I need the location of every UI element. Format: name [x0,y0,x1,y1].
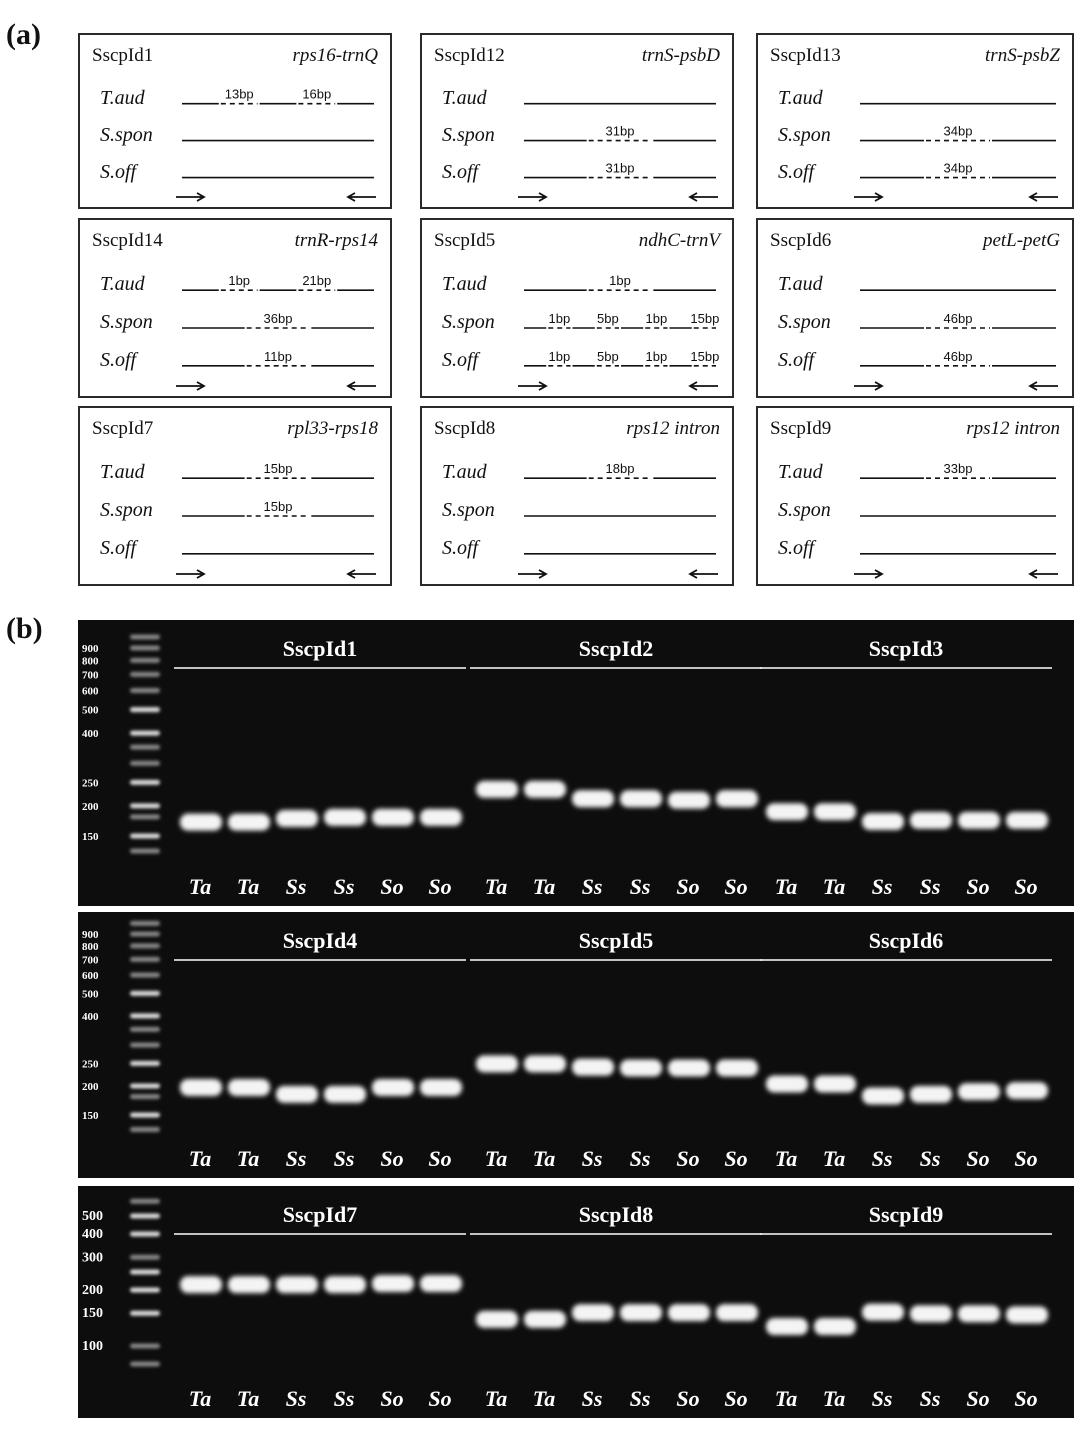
reverse-primer-arrow [1030,193,1058,201]
ladder-band [130,1255,160,1260]
indel-size-label: 15bp [690,348,720,364]
marker-id: SscpId8 [434,418,496,439]
indel-size-label: 34bp [943,123,973,139]
region-name: trnS-psbD [641,45,720,66]
lane-label: Ta [822,874,846,899]
indel-size-label: 21bp [302,273,332,289]
lane-label: Ss [333,1146,355,1171]
ladder-size-label: 250 [82,1058,99,1071]
reverse-primer-arrow [1030,570,1058,578]
ladder-size-label: 500 [82,704,99,717]
pcr-band [620,1304,662,1321]
species-label: S.spon [442,499,495,521]
lane-label: Ss [871,1386,893,1411]
pcr-band [716,1060,758,1077]
pcr-band [372,1079,414,1096]
pcr-band [572,790,614,807]
indel-lines [80,35,394,211]
indel-size-label: 16bp [302,86,332,102]
pcr-band [228,1276,270,1293]
lane-label: Ss [871,1146,893,1171]
gel-image-1 [78,620,1074,906]
indel-size-label: 15bp [263,499,293,514]
ladder-band [130,849,160,854]
indel-box-sscpid14 [78,218,392,398]
region-name: rps12 intron [966,418,1060,439]
pcr-band [620,1060,662,1077]
species-label: S.spon [778,123,831,146]
ladder-band [130,1269,160,1274]
indel-size-label: 34bp [943,160,973,176]
species-label: T.aud [778,461,823,484]
lane-label: Ta [484,874,508,899]
pcr-band [524,1055,566,1072]
pcr-band [862,1087,904,1104]
indel-size-label: 1bp [645,348,668,364]
species-label: S.spon [100,499,153,521]
species-label: T.aud [442,273,487,296]
pcr-band [668,792,710,809]
species-label: T.aud [778,273,823,296]
pcr-band [910,1305,952,1322]
lane-label: So [676,1386,700,1411]
indel-size-label: 11bp [264,348,292,364]
indel-size-label: 33bp [943,461,973,477]
pcr-band [910,1086,952,1103]
gel-group-title: SscpId3 [868,636,944,661]
reverse-primer-arrow [690,570,718,578]
ladder-band [130,1094,160,1099]
pcr-band [180,1276,222,1293]
ladder-band [130,780,160,785]
pcr-band [668,1060,710,1077]
species-label: S.off [778,348,815,371]
pcr-band [524,1311,566,1328]
marker-id: SscpId12 [434,45,505,66]
ladder-size-label: 400 [82,1227,103,1243]
lane-label: So [380,1146,404,1171]
species-label: S.spon [100,311,153,333]
indel-size-label: 1bp [228,273,251,289]
indel-size-label: 1bp [548,348,571,364]
indel-box-sscpid8 [420,406,734,586]
region-name: petL-petG [982,230,1060,251]
lane-label: So [966,1386,990,1411]
pcr-band [766,1075,808,1092]
ladder-band [130,972,160,977]
ladder-size-label: 700 [82,669,99,682]
pcr-band [180,1079,222,1096]
ladder-band [130,1083,160,1088]
ladder-band [130,1344,160,1349]
ladder-band [130,707,160,712]
lane-label: Ss [629,1146,651,1171]
pcr-band [910,812,952,829]
pcr-band [420,1275,462,1292]
indel-box-sscpid5 [420,218,734,398]
region-name: rps12 intron [626,418,720,439]
ladder-band [130,1214,160,1219]
lane-label: Ss [919,874,941,899]
region-name: trnR-rps14 [294,230,378,251]
ladder-size-label: 700 [82,954,99,967]
ladder-size-label: 300 [82,1250,103,1266]
gel-group-title: SscpId1 [282,636,358,661]
ladder-band [130,1013,160,1018]
ladder-band [130,688,160,693]
pcr-band [572,1304,614,1321]
ladder-size-label: 150 [82,831,99,843]
species-label: S.spon [442,123,495,146]
region-name: ndhC-trnV [638,230,720,251]
ladder-band [130,834,160,839]
species-label: S.off [778,160,815,183]
forward-primer-arrow [854,382,882,390]
reverse-primer-arrow [690,382,718,390]
lane-label: Ss [629,874,651,899]
reverse-primer-arrow [348,193,376,201]
reverse-primer-arrow [1030,382,1058,390]
marker-id: SscpId9 [770,418,832,439]
indel-box-sscpid1 [78,33,392,209]
pcr-band [766,1318,808,1335]
lane-label: Ss [919,1146,941,1171]
ladder-band [130,921,160,926]
species-label: T.aud [100,86,145,109]
pcr-band [814,803,856,820]
indel-size-label: 15bp [690,311,720,326]
species-label: S.spon [778,499,831,521]
species-label: S.off [100,348,137,371]
lane-label: Ss [581,874,603,899]
pcr-band [814,1075,856,1092]
reverse-primer-arrow [690,193,718,201]
ladder-band [130,761,160,766]
gel-group-title: SscpId7 [282,1202,358,1227]
lane-label: So [1014,1386,1038,1411]
lane-label: Ta [484,1386,508,1411]
lane-label: So [724,1386,748,1411]
lane-label: So [966,1146,990,1171]
species-label: T.aud [100,273,145,296]
gel-image-2 [78,912,1074,1178]
ladder-band [130,1127,160,1132]
gel-group-title: SscpId4 [282,928,358,953]
indel-size-label: 1bp [645,311,668,326]
lane-label: So [724,1146,748,1171]
ladder-band [130,1042,160,1047]
marker-id: SscpId6 [770,230,832,251]
lane-label: Ta [822,1386,846,1411]
ladder-size-label: 250 [82,777,99,790]
lane-label: Ta [532,1146,556,1171]
lane-label: Ta [236,874,260,899]
indel-size-label: 1bp [609,273,631,289]
indel-size-label: 5bp [597,348,619,364]
species-label: S.off [100,536,137,559]
lane-label: So [1014,1146,1038,1171]
ladder-band [130,1113,160,1118]
lane-label: Ss [629,1386,651,1411]
ladder-size-label: 150 [82,1110,99,1122]
pcr-band [476,1055,518,1072]
ladder-band [130,814,160,819]
pcr-band [1006,812,1048,829]
species-label: T.aud [442,86,487,109]
indel-size-label: 15bp [263,461,293,477]
gel-group-title: SscpId5 [578,928,654,953]
forward-primer-arrow [854,570,882,578]
indel-lines [758,220,1076,400]
ladder-size-label: 800 [82,655,99,668]
pcr-band [958,812,1000,829]
pcr-band [228,814,270,831]
indel-size-label: 36bp [263,311,293,326]
pcr-band [420,809,462,826]
ladder-band [130,1232,160,1237]
lane-label: Ta [188,874,212,899]
indel-box-sscpid6 [756,218,1074,398]
lane-label: Ss [285,1146,307,1171]
indel-box-sscpid13 [756,33,1074,209]
lane-label: Ta [822,1146,846,1171]
region-name: rpl33-rps18 [287,418,378,439]
pcr-band [572,1059,614,1076]
indel-size-label: 5bp [597,311,619,326]
species-label: S.spon [778,311,831,333]
pcr-band [716,1304,758,1321]
ladder-band [130,1199,160,1204]
indel-size-label: 18bp [605,461,635,477]
gel-group-title: SscpId9 [868,1202,944,1227]
indel-box-sscpid9 [756,406,1074,586]
pcr-band [668,1304,710,1321]
indel-lines [758,35,1076,211]
gel-group-title: SscpId6 [868,928,944,953]
lane-label: Ta [188,1386,212,1411]
forward-primer-arrow [518,570,546,578]
pcr-band [228,1079,270,1096]
lane-label: So [676,874,700,899]
lane-label: Ta [774,1146,798,1171]
lane-label: Ss [285,874,307,899]
forward-primer-arrow [176,570,204,578]
ladder-band [130,943,160,948]
ladder-band [130,1061,160,1066]
indel-size-label: 31bp [605,160,635,176]
lane-label: So [1014,874,1038,899]
species-label: S.off [778,536,815,559]
species-label: T.aud [100,461,145,484]
lane-label: Ss [285,1386,307,1411]
region-name: rps16-trnQ [292,45,378,66]
ladder-size-label: 200 [82,1283,103,1299]
ladder-band [130,646,160,651]
pcr-band [524,781,566,798]
species-label: S.off [442,348,479,371]
ladder-band [130,803,160,808]
panel-b-label: (b) [6,612,43,645]
species-label: S.spon [442,311,495,333]
lane-label: Ta [774,1386,798,1411]
pcr-band [766,803,808,820]
lane-label: Ta [532,1386,556,1411]
species-label: S.off [442,160,479,183]
pcr-band [476,1311,518,1328]
ladder-size-label: 100 [82,1339,103,1354]
indel-lines [422,35,736,211]
reverse-primer-arrow [348,382,376,390]
pcr-band [958,1083,1000,1100]
gel-image-3 [78,1186,1074,1418]
ladder-size-label: 500 [82,988,99,1001]
lane-label: Ta [236,1386,260,1411]
ladder-size-label: 800 [82,940,99,953]
pcr-band [862,1304,904,1321]
marker-id: SscpId1 [92,45,154,66]
panel-a-label: (a) [6,18,41,51]
indel-size-label: 46bp [943,348,973,364]
lane-label: So [428,874,452,899]
indel-lines [758,408,1076,588]
ladder-band [130,1362,160,1367]
ladder-size-label: 600 [82,685,99,698]
forward-primer-arrow [518,193,546,201]
ladder-band [130,658,160,663]
pcr-band [958,1305,1000,1322]
gel-group-title: SscpId8 [578,1202,654,1227]
pcr-band [276,1276,318,1293]
ladder-band [130,991,160,996]
ladder-size-label: 150 [82,1306,103,1322]
ladder-size-label: 200 [82,1080,99,1093]
species-label: S.spon [100,123,153,146]
pcr-band [324,809,366,826]
indel-lines [80,408,394,588]
pcr-band [180,814,222,831]
forward-primer-arrow [518,382,546,390]
ladder-size-label: 900 [82,643,99,655]
pcr-band [324,1086,366,1103]
ladder-band [130,1311,160,1316]
indel-lines [422,408,736,588]
pcr-band [476,781,518,798]
region-name: trnS-psbZ [985,45,1060,66]
lane-label: So [428,1386,452,1411]
lane-label: So [724,874,748,899]
pcr-band [862,813,904,830]
lane-label: So [676,1146,700,1171]
forward-primer-arrow [176,193,204,201]
pcr-band [716,790,758,807]
ladder-size-label: 600 [82,969,99,982]
ladder-band [130,1288,160,1293]
lane-label: Ss [333,1386,355,1411]
marker-id: SscpId7 [92,418,154,439]
ladder-size-label: 900 [82,929,99,941]
forward-primer-arrow [854,193,882,201]
pcr-band [372,1275,414,1292]
lane-label: Ss [871,874,893,899]
marker-id: SscpId13 [770,45,841,66]
lane-label: Ta [236,1146,260,1171]
pcr-band [324,1276,366,1293]
species-label: T.aud [778,86,823,109]
lane-label: Ss [581,1146,603,1171]
ladder-band [130,932,160,937]
reverse-primer-arrow [348,570,376,578]
indel-box-sscpid7 [78,406,392,586]
species-label: S.off [100,160,137,183]
indel-size-label: 31bp [605,123,635,139]
lane-label: So [380,1386,404,1411]
lane-label: Ta [774,874,798,899]
ladder-size-label: 200 [82,800,99,813]
pcr-band [420,1079,462,1096]
pcr-band [814,1318,856,1335]
lane-label: Ss [333,874,355,899]
ladder-band [130,957,160,962]
lane-label: Ta [484,1146,508,1171]
pcr-band [1006,1082,1048,1099]
indel-size-label: 46bp [943,311,973,326]
ladder-size-label: 400 [82,1010,99,1023]
species-label: S.off [442,536,479,559]
lane-label: Ta [532,874,556,899]
ladder-size-label: 400 [82,728,99,741]
lane-label: So [380,874,404,899]
pcr-band [620,790,662,807]
indel-lines [422,220,736,400]
lane-label: Ss [919,1386,941,1411]
ladder-band [130,634,160,639]
indel-lines [80,220,394,400]
ladder-size-label: 500 [82,1209,103,1224]
forward-primer-arrow [176,382,204,390]
indel-size-label: 1bp [548,311,571,326]
lane-label: So [428,1146,452,1171]
lane-label: Ss [581,1386,603,1411]
pcr-band [1006,1306,1048,1323]
indel-size-label: 13bp [224,86,254,102]
marker-id: SscpId5 [434,230,496,251]
marker-id: SscpId14 [92,230,163,251]
species-label: T.aud [442,461,487,484]
ladder-band [130,731,160,736]
lane-label: Ta [188,1146,212,1171]
ladder-band [130,745,160,750]
gel-group-title: SscpId2 [578,636,654,661]
indel-box-sscpid12 [420,33,734,209]
pcr-band [276,810,318,827]
lane-label: So [966,874,990,899]
ladder-band [130,672,160,677]
ladder-band [130,1027,160,1032]
pcr-band [276,1086,318,1103]
pcr-band [372,809,414,826]
